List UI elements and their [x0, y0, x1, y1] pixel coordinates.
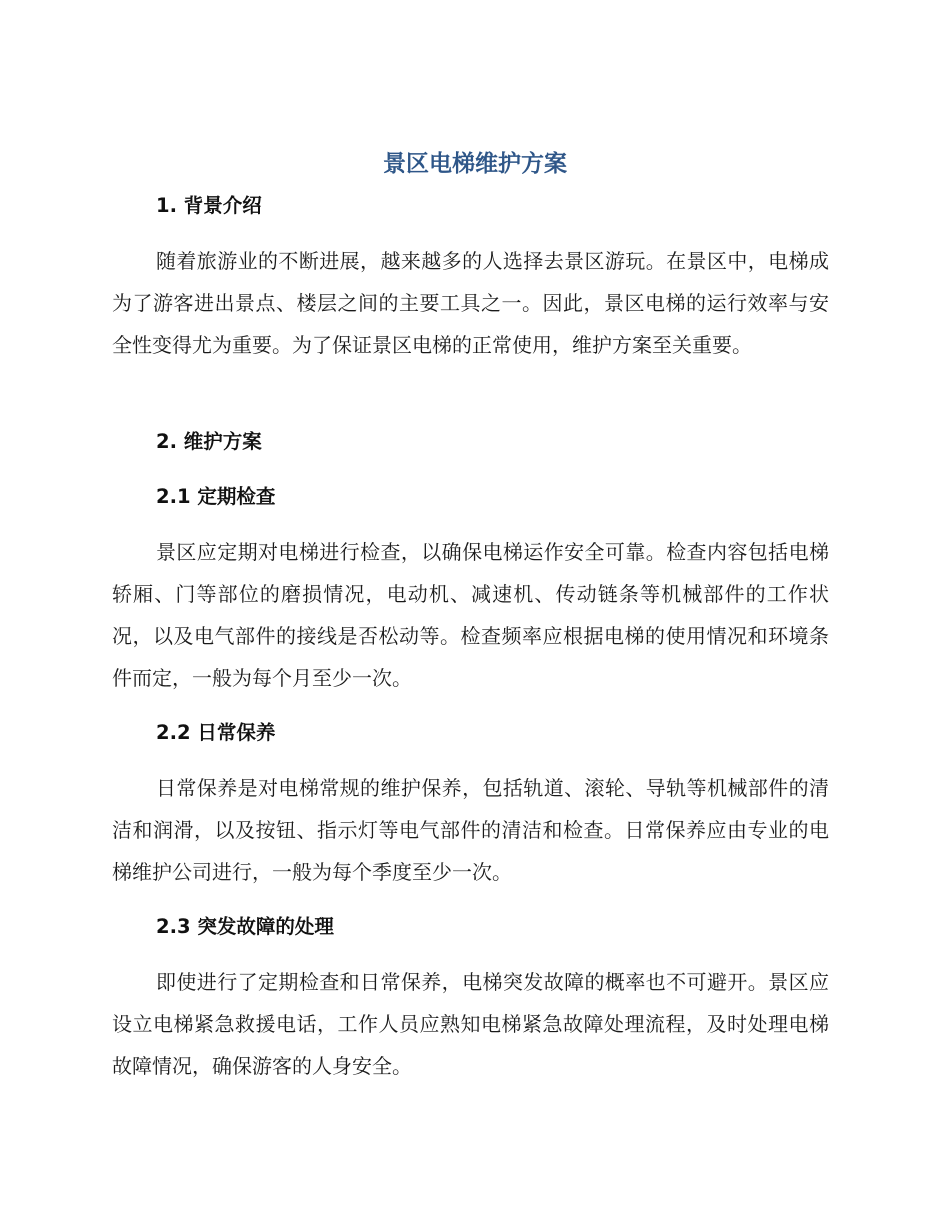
section-paragraph-regular-inspection: 景区应定期对电梯进行检查，以确保电梯运作安全可靠。检查内容包括电梯轿厢、门等部位的磨损情况，电动机、减速机、传动链条等机械部件的工作状况，以及电气部件的接线是否松动等。检查频率应根据电梯的使用情况和环境条件而定，一般为每个月至少一次。: [112, 540, 829, 690]
section-heading-background: 1. 背景介绍: [156, 194, 262, 217]
section-paragraph-background: 随着旅游业的不断进展，越来越多的人选择去景区游玩。在景区中，电梯成为了游客进出景点、楼层之间的主要工具之一。因此，景区电梯的运行效率与安全性变得尤为重要。为了保证景区电梯的正常使用，维护方案至关重要。: [112, 249, 829, 357]
document-title: 景区电梯维护方案: [383, 151, 567, 177]
section-heading-regular-inspection: 2.1 定期检查: [156, 485, 276, 508]
section-heading-emergency-handling: 2.3 突发故障的处理: [156, 915, 334, 938]
section-paragraph-emergency-handling: 即使进行了定期检查和日常保养，电梯突发故障的概率也不可避开。景区应设立电梯紧急救援电话，工作人员应熟知电梯紧急故障处理流程，及时处理电梯故障情况，确保游客的人身安全。: [112, 970, 829, 1078]
section-heading-daily-maintenance: 2.2 日常保养: [156, 721, 276, 744]
section-heading-maintenance-plan: 2. 维护方案: [156, 430, 262, 453]
section-paragraph-daily-maintenance: 日常保养是对电梯常规的维护保养，包括轨道、滚轮、导轨等机械部件的清洁和润滑，以及按钮、指示灯等电气部件的清洁和检查。日常保养应由专业的电梯维护公司进行，一般为每个季度至少一次。: [112, 776, 829, 884]
